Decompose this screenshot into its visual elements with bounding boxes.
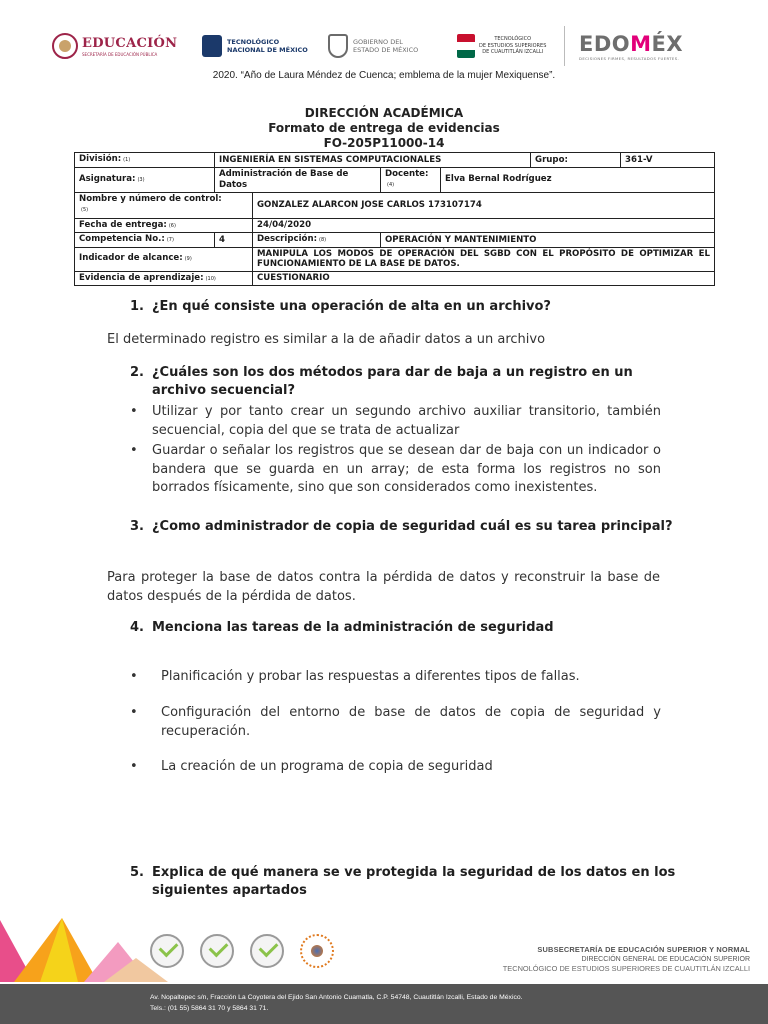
answer-1: El determinado registro es similar a la de añadir datos a un archivo (107, 332, 546, 347)
footer-address-bar (0, 984, 768, 1024)
edomex-logo (564, 26, 720, 66)
question-number: 2. (130, 365, 144, 380)
question-4 (130, 619, 690, 637)
title-code: FO-205P11000-14 (323, 136, 445, 150)
tesci-logo-line3: DE CUAUTITLÁN IZCALLI (482, 49, 544, 56)
question-number: 1. (130, 299, 144, 314)
question-2 (130, 364, 690, 400)
tesci-logo (457, 26, 557, 66)
certification-check-icon (250, 934, 284, 968)
asignatura-label-cell: Asignatura: (3) (75, 167, 215, 192)
bullet-icon: • (130, 443, 138, 458)
question-number: 5. (130, 865, 144, 880)
list-item (130, 758, 661, 777)
table-row (75, 192, 715, 218)
footer-tecnologico: TECNOLÓGICO DE ESTUDIOS SUPERIORES DE CUAUTITLÁN IZCALLI (502, 964, 750, 973)
competencia-value: 4 (215, 233, 253, 248)
descripcion-value: OPERACIÓN Y MANTENIMIENTO (381, 233, 715, 248)
table-row (75, 153, 715, 168)
state-shield-icon (328, 34, 348, 58)
grupo-label: Grupo: (531, 153, 621, 168)
footer-decorative-triangles (0, 912, 170, 982)
certification-check-icon (150, 934, 184, 968)
bullet-text: Planificación y probar las respuestas a diferentes tipos de fallas. (161, 669, 580, 684)
docente-value: Elva Bernal Rodríguez (441, 167, 715, 192)
indicador-label-cell: Indicador de alcance: (9) (75, 247, 253, 271)
sep-educacion-logo (52, 26, 180, 66)
descripcion-label-cell: Descripción: (8) (253, 233, 381, 248)
educacion-logo-subtext: SECRETARÍA DE EDUCACIÓN PÚBLICA (82, 51, 158, 57)
footer-institution (503, 945, 750, 974)
tecnm-gear-icon (202, 35, 222, 57)
docente-label-cell: Docente:(4) (381, 167, 441, 192)
question-1 (130, 298, 690, 316)
grupo-value: 361-V (621, 153, 715, 168)
question-text: Explica de qué manera se ve protegida la seguridad de los datos en los siguientes apartados (152, 865, 676, 898)
list-item (130, 668, 661, 687)
question-text: ¿Cuáles son los dos métodos para dar de baja a un registro en un archivo secuencial? (152, 365, 633, 398)
title-direccion: DIRECCIÓN ACADÉMICA (304, 106, 464, 120)
footer-direccion: DIRECCIÓN GENERAL DE EDUCACIÓN SUPERIOR (581, 955, 750, 963)
question-3 (130, 518, 690, 536)
table-row (75, 247, 715, 271)
nombre-label-cell: Nombre y número de control: (5) (75, 192, 253, 218)
document-title (0, 106, 768, 151)
tecnm-logo (202, 26, 310, 66)
year-motto: 2020. “Año de Laura Méndez de Cuenca; emblema de la mujer Mexiquense”. (212, 70, 556, 81)
bullet-text: Guardar o señalar los registros que se desean dar de baja con un indicador o bandera que se guarda en un array; de esta forma los registros no son borrados físicamente, sino que son considerados como inexistentes. (152, 443, 661, 495)
nombre-value: GONZALEZ ALARCON JOSE CARLOS 173107174 (253, 192, 715, 218)
certification-ring-icon (300, 934, 334, 968)
bullet-icon: • (130, 705, 138, 720)
footer-address-block (150, 992, 523, 1014)
tesci-logo-line2: DE ESTUDIOS SUPERIORES (479, 42, 547, 49)
gobierno-logo-line1: GOBIERNO DEL (353, 38, 403, 46)
question-text: ¿Como administrador de copia de seguridad cuál es su tarea principal? (152, 519, 673, 534)
header-logos (52, 26, 720, 66)
bullet-text: La creación de un programa de copia de seguridad (161, 759, 493, 774)
bullet-icon: • (130, 759, 138, 774)
question-text: Menciona las tareas de la administración de seguridad (152, 620, 554, 635)
question-5 (130, 864, 690, 900)
footer-phone: Tels.: (01 55) 5864 31 70 y 5864 31 71. (150, 1005, 269, 1012)
gobierno-logo-line2: ESTADO DE MÉXICO (353, 46, 419, 54)
list-item (130, 403, 661, 440)
certification-check-icon (200, 934, 234, 968)
national-seal-icon (52, 33, 78, 59)
question-text: ¿En qué consiste una operación de alta en un archivo? (152, 299, 551, 314)
table-row (75, 233, 715, 248)
fecha-value: 24/04/2020 (253, 218, 715, 233)
table-row (75, 218, 715, 233)
bullet-icon: • (130, 669, 138, 684)
asignatura-value: Administración de Base de Datos (215, 167, 381, 192)
competencia-label-cell: Competencia No.: (7) (75, 233, 215, 248)
table-row (75, 271, 715, 286)
tecnm-logo-line2: NACIONAL DE MÉXICO (227, 46, 308, 54)
question-number: 3. (130, 519, 144, 534)
gobierno-edomex-logo (328, 26, 440, 66)
question-number: 4. (130, 620, 144, 635)
division-label-cell: División: (1) (75, 153, 215, 168)
certification-badges (150, 934, 334, 966)
educacion-logo-text: EDUCACIÓN (82, 35, 178, 51)
evidence-info-table (74, 152, 715, 286)
tecnm-logo-line1: TECNOLÓGICO (227, 38, 280, 46)
tesci-logo-line1: TECNOLÓGICO (494, 36, 532, 43)
evidencia-value: CUESTIONARIO (253, 271, 715, 286)
evidencia-label-cell: Evidencia de aprendizaje: (10) (75, 271, 253, 286)
tesci-emblem-icon (457, 34, 475, 58)
fecha-label-cell: Fecha de entrega: (6) (75, 218, 253, 233)
division-value: INGENIERÍA EN SISTEMAS COMPUTACIONALES (215, 153, 531, 168)
indicador-value: MANIPULA LOS MODOS DE OPERACIÓN DEL SGBD CON EL PROPÓSITO DE OPTIMIZAR EL FUNCIONAMIENTO DE LA BASE DE DATOS. (253, 247, 715, 271)
edomex-logo-slogan: DECISIONES FIRMES, RESULTADOS FUERTES. (579, 55, 680, 61)
footer-subsecretaria: SUBSECRETARÍA DE EDUCACIÓN SUPERIOR Y NORMAL (537, 945, 750, 954)
title-formato: Formato de entrega de evidencias (268, 121, 500, 135)
list-item (130, 704, 661, 741)
bullet-text: Configuración del entorno de base de datos de copia de seguridad y recuperación. (161, 705, 661, 739)
list-item (130, 442, 661, 498)
edomex-logo-text: EDOMÉX (579, 31, 684, 56)
footer-address: Av. Nopaltepec s/n, Fracción La Coyotera del Ejido San Antonio Cuamatla, C.P. 54748, Cuautitlán Izcalli, Estado de México. (150, 994, 523, 1001)
bullet-text: Utilizar y por tanto crear un segundo archivo auxiliar transitorio, también secuencial, copia del que se trata de actualizar (152, 404, 661, 438)
answer-3: Para proteger la base de datos contra la pérdida de datos y reconstruir la base de datos después de la pérdida de datos. (107, 570, 660, 604)
table-row (75, 167, 715, 192)
bullet-icon: • (130, 404, 138, 419)
